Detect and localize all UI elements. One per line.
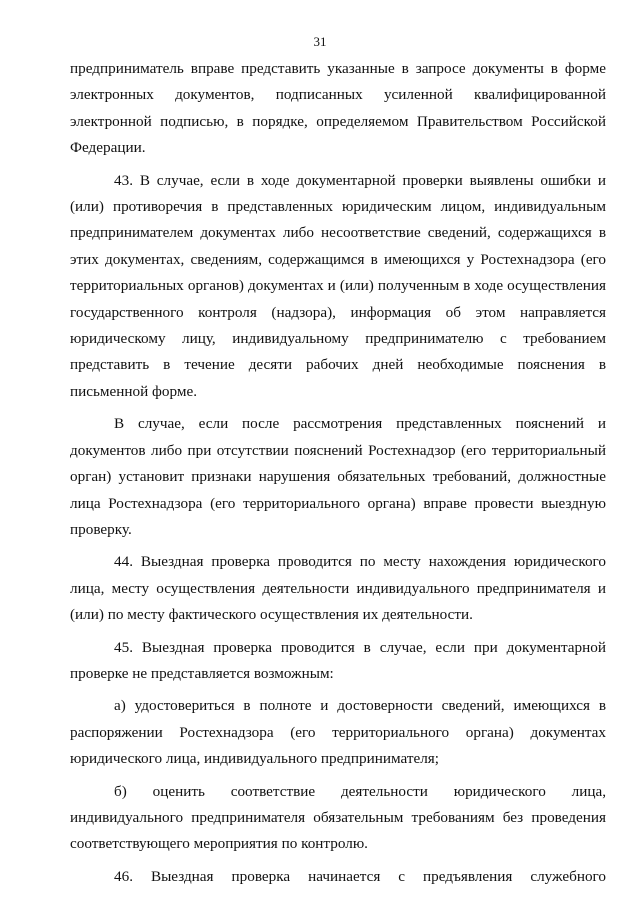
document-body: [70, 56, 606, 890]
paragraph-44: 44. Выездная проверка проводится по месту нахождения юридического лица, месту осуществления деятельности индивидуального предпринимателя и (или) по месту фактического осуществления их деятельности.: [70, 553, 606, 624]
paragraph-45: 45. Выездная проверка проводится в случае, если при документарной проверке не представляется возможным:: [70, 638, 606, 682]
paragraph-continuation: предприниматель вправе представить указанные в запросе документы в форме электронных документов, подписанных усиленной квалифицированной электронной подписью, в порядке, определяемом Правительством Российской Федерации.: [70, 60, 606, 157]
paragraph-46: 46. Выездная проверка начинается с предъявления служебного: [114, 867, 606, 885]
paragraph-45-item-a: а) удостовериться в полноте и достоверности сведений, имеющихся в распоряжении Ростехнадзора (его территориального органа) документах юридического лица, индивидуального предпринимателя;: [70, 697, 606, 768]
paragraph-43-followup: В случае, если после рассмотрения представленных пояснений и документов либо при отсутствии пояснений Ростехнадзор (его территориальный орган) установит признаки нарушения обязательных требований, должностные лица Ростехнадзора (его территориального органа) вправе провести выездную проверку.: [70, 415, 606, 538]
page-number: 31: [313, 34, 327, 49]
paragraph-45-item-b: б) оценить соответствие деятельности юридического лица, индивидуального предпринимателя обязательным требованиям без проведения соответствующего мероприятия по контролю.: [70, 782, 606, 853]
paragraph-43: 43. В случае, если в ходе документарной проверки выявлены ошибки и (или) противоречия в представленных юридическим лицом, индивидуальным предпринимателем документах либо несоответствие сведений, содержащихся в этих документах, сведениям, содержащимся в имеющихся у Ростехнадзора (его территориальных органов) документах и (или) полученным в ходе осуществления государственного контроля (надзора), информация об этом направляется юридическому лицу, индивидуальному предпринимателю с требованием представить в течение десяти рабочих дней необходимые пояснения в письменной форме.: [70, 171, 606, 400]
